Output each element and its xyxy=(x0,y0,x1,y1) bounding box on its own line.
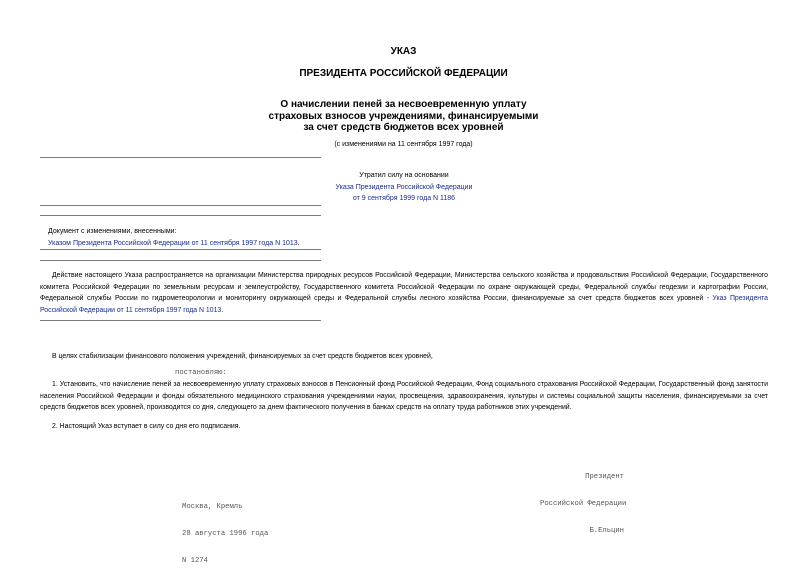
divider xyxy=(40,215,321,216)
amend-note: (с изменениями на 11 сентября 1997 года) xyxy=(334,141,473,148)
scope-link-prefix: - xyxy=(706,295,713,302)
decree-word: постановляю: xyxy=(175,369,227,377)
expired-block xyxy=(330,170,478,205)
divider xyxy=(40,249,321,250)
heading-line: страховых взносов учреждениями, финансируемыми xyxy=(268,110,539,122)
divider xyxy=(40,260,321,261)
heading-line: за счет средств бюджетов всех уровней xyxy=(303,122,504,133)
scope-paragraph xyxy=(40,270,768,316)
expired-link-line[interactable]: от 9 сентября 1999 года N 1186 xyxy=(352,195,456,202)
item-1: 1. Установить, что начисление пеней за несвоевременную уплату страховых взносов в Пенсионный фонд Российской Федерации, Фонд социального страхования Российской Федерации, Государственный фонд занятости населения Российской Федерации и фонды обязательного медицинского страхования учреждениями науки, просвещения, здравоохранения, культуры и системы социальной защиты населения, финансируемыми за счет средств бюджетов всех уровней, производится со дня, следующего за днем фактического получения в банках средств на оплату труда работников этих учреждений. xyxy=(40,381,768,411)
expired-text: Утратил силу на основании xyxy=(359,172,449,179)
date: 28 августа 1996 года xyxy=(182,530,269,538)
divider xyxy=(40,320,321,321)
signature-title: Президент xyxy=(585,473,624,481)
place: Москва, Кремль xyxy=(182,503,243,511)
decree-number: N 1274 xyxy=(182,557,208,565)
doc-heading xyxy=(0,99,807,134)
changes-label: Документ с изменениями, внесенными: xyxy=(48,228,177,235)
signature-country: Российской Федерации xyxy=(540,500,627,508)
changes-block xyxy=(48,226,348,249)
expired-link[interactable] xyxy=(330,182,478,205)
changes-link[interactable]: Указом Президента Российской Федерации от 11 сентября 1997 года N 1013 xyxy=(48,239,298,247)
heading-line: О начислении пеней за несвоевременную уплату xyxy=(280,99,527,110)
doc-subtitle: ПРЕЗИДЕНТА РОССИЙСКОЙ ФЕДЕРАЦИИ xyxy=(299,68,508,79)
doc-title: УКАЗ xyxy=(390,46,417,57)
signature-block xyxy=(540,455,627,545)
signature-name: Б.Ельцин xyxy=(589,527,624,535)
divider xyxy=(40,157,321,158)
divider xyxy=(40,205,321,206)
item-2: 2. Настоящий Указ вступает в силу со дня его подписания. xyxy=(52,423,241,430)
changes-tail: . xyxy=(297,239,300,247)
preamble: В целях стабилизации финансового положения учреждений, финансируемых за счет средств бюджетов всех уровней, xyxy=(52,353,433,360)
scope-tail: . xyxy=(221,306,224,314)
scope-text: Действие настоящего Указа распространяется на организации Министерства природных ресурсов Российской Федерации, Министерства сельского хозяйства и продовольствия Российской Федерации, Государственного комитета Российской Федерации по земельным ресурсам и землеустройству, Государственного комитета Российской Федерации по охране окружающей среды, Федеральной службы геодезии и картографии России, Федеральной службы России по гидрометеорологии и мониторингу окружающей среды и Федеральной службы лесного хозяйства России, финансируемые за счет средств бюджетов всех уровней xyxy=(40,272,768,302)
scope-link[interactable]: Указ Президента Российской Федерации от 11 сентября 1997 года N 1013 xyxy=(40,295,769,314)
place-date-block xyxy=(182,485,268,575)
expired-link-line[interactable]: Указа Президента Российской Федерации xyxy=(335,183,473,191)
